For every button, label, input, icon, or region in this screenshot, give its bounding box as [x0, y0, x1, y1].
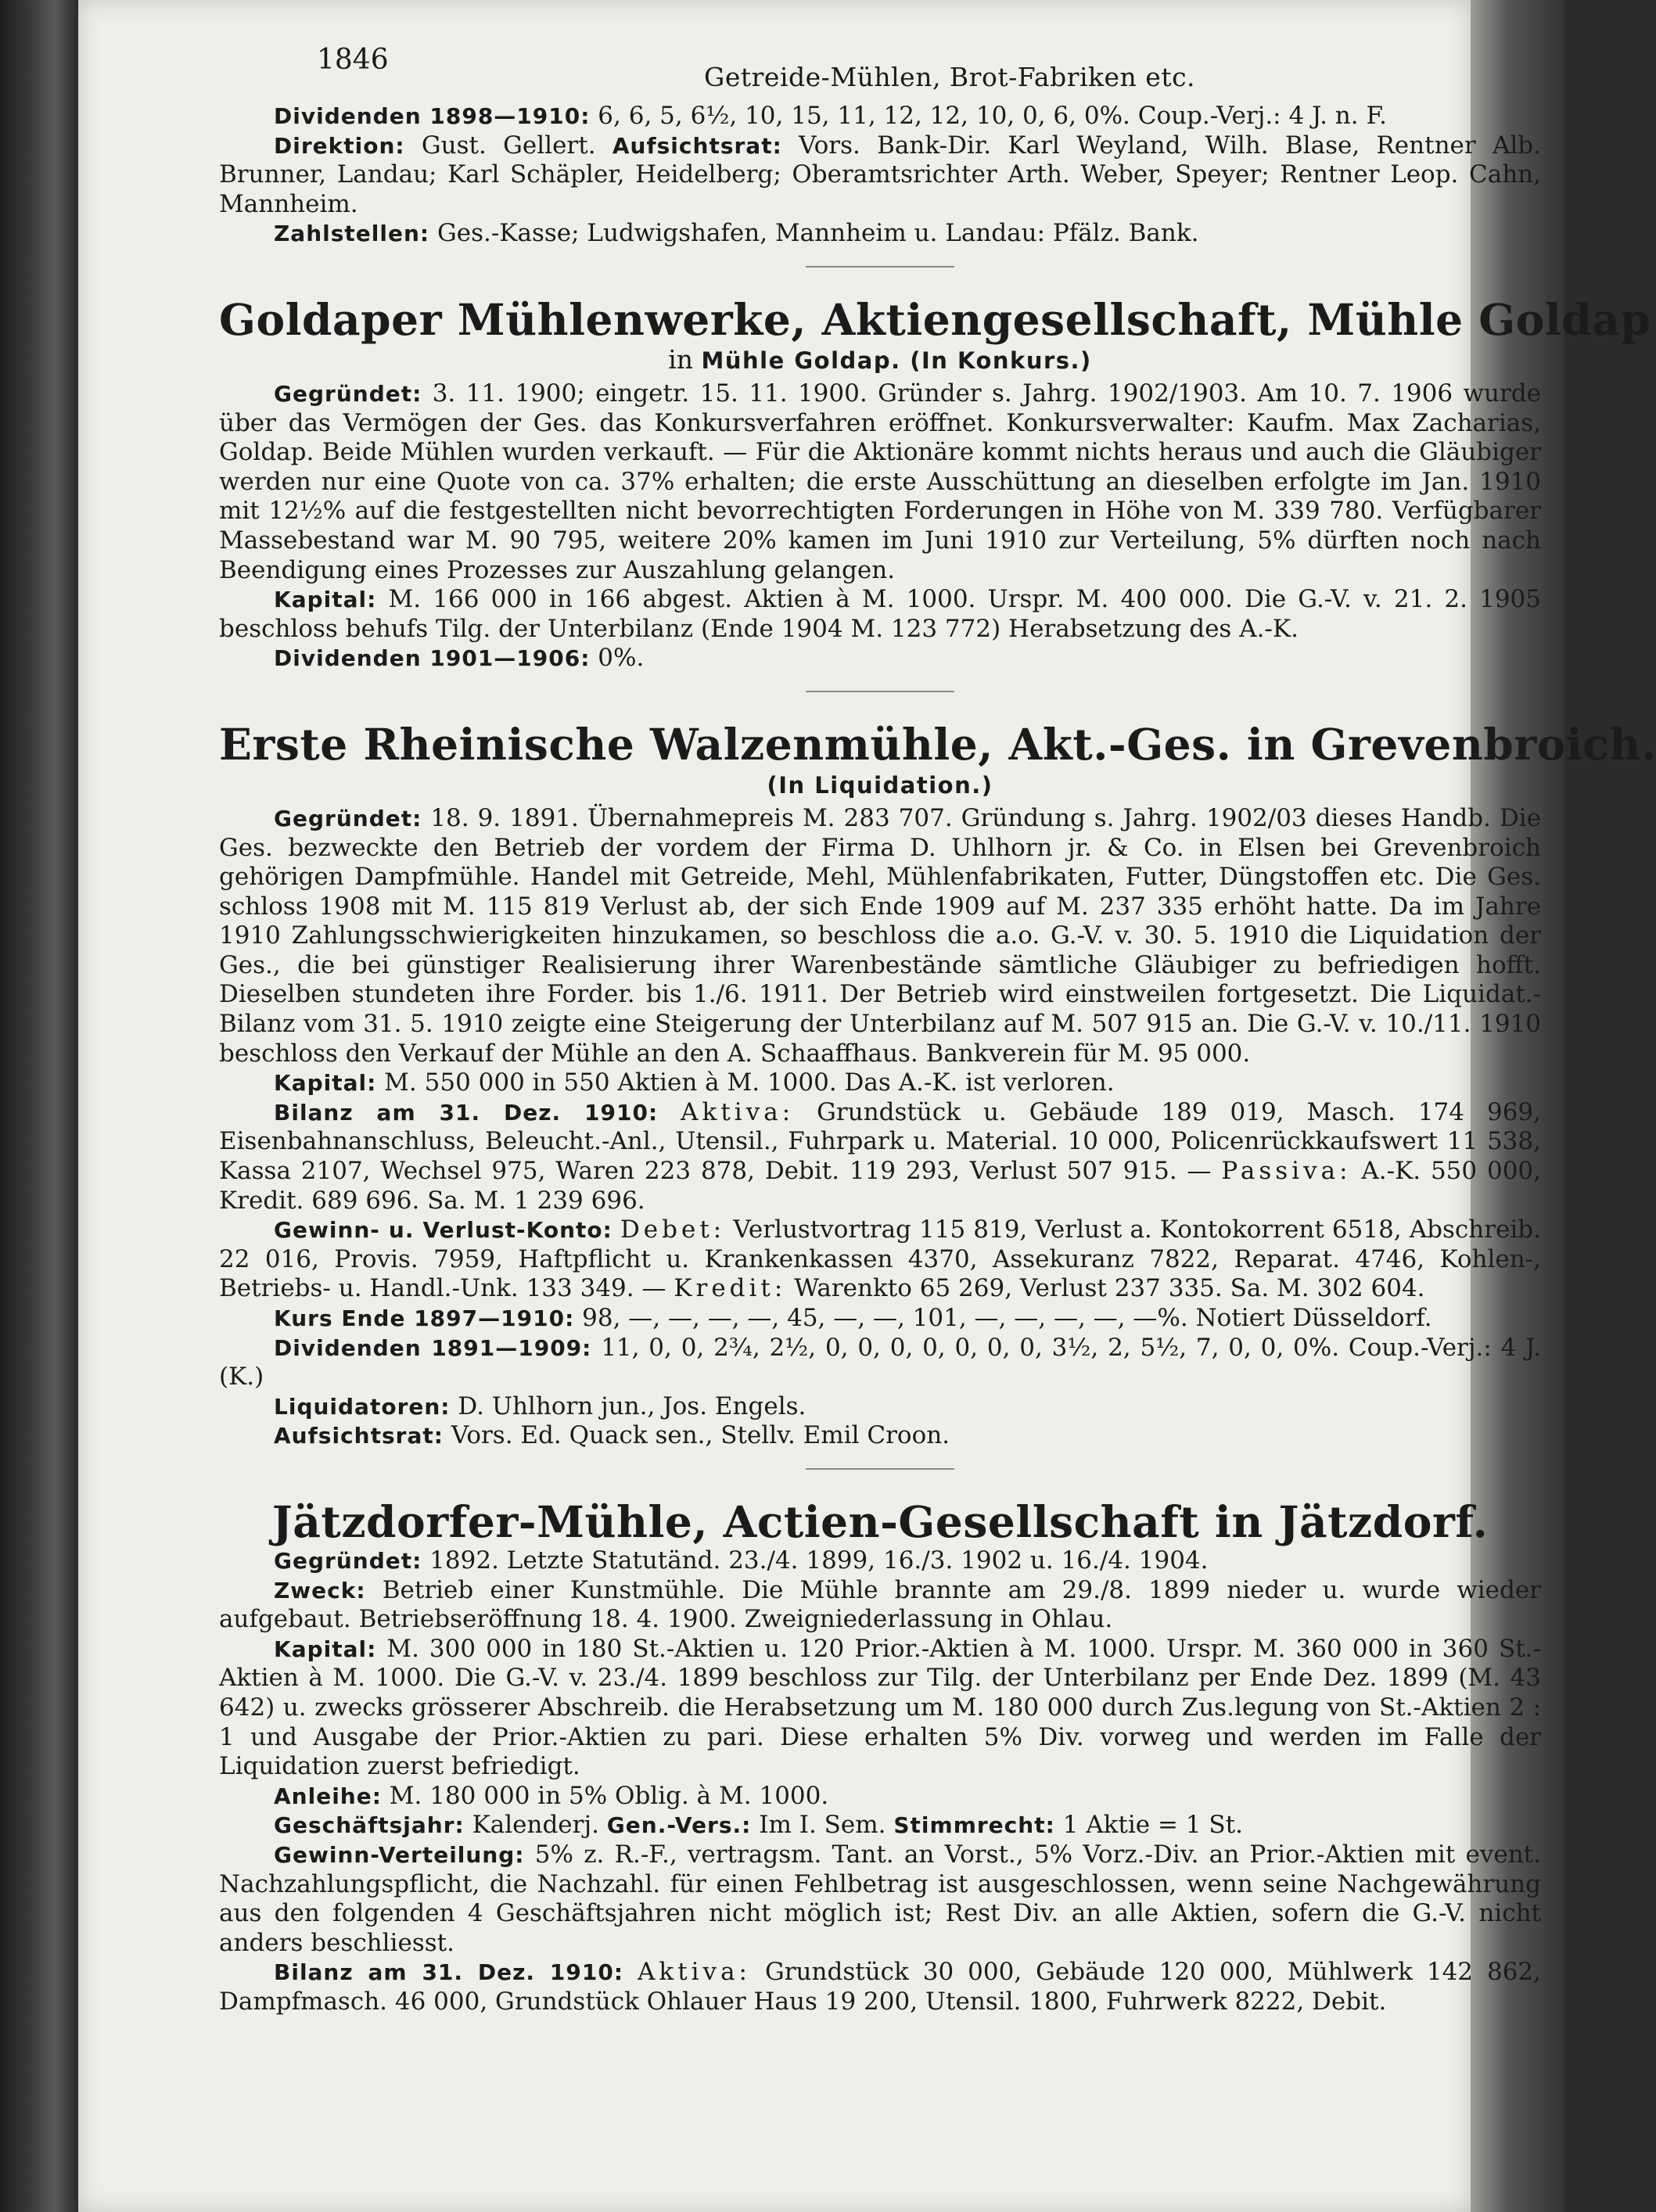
entry-title: Goldaper Mühlenwerke, Aktiengesellschaft, Mühle Goldap [219, 293, 1651, 345]
subtitle-bold: (In Liquidation.) [767, 771, 993, 799]
dividenden-paragraph [219, 1334, 1541, 1392]
label: Bilanz am 31. Dez. 1910: [274, 1959, 624, 1986]
text: M. 166 000 in 166 abgest. Aktien à M. 1000. Urspr. M. 400 000. Die G.-V. v. 21. 2. 1905 beschloss behufs Tilg. der Unterbilanz (Ende 1904 M. 123 772) Herabsetzung des A.-K. [219, 585, 1541, 643]
subtitle-bold: Mühle Goldap. (In Konkurs.) [701, 347, 1092, 374]
text: 98, —, —, —, —, 45, —, —, 101, —, —, —, —, —%. Notiert Düsseldorf. [582, 1304, 1432, 1332]
gewinn-paragraph [219, 1840, 1541, 1958]
entry-erste-rheinische [219, 718, 1656, 1451]
prev-dividenden [219, 102, 1541, 131]
text: 0%. [598, 644, 645, 673]
entry-subtitle [219, 344, 1541, 376]
text: A.-K. 550 000, Kredit. 689 696. Sa. M. 1 239 696. [219, 1157, 1541, 1215]
label: Gegründet: [274, 380, 422, 407]
kapital-paragraph [219, 1068, 1541, 1098]
book-binding [0, 0, 78, 2212]
label: Dividenden 1901—1906: [274, 645, 591, 672]
book-page [78, 0, 1656, 2212]
bilanz-paragraph [219, 1958, 1541, 2016]
aktiva-label: Aktiva: [681, 1097, 795, 1126]
passiva-label: Passiva: [1221, 1157, 1352, 1186]
label: Gegründet: [274, 1547, 422, 1574]
label: Aufsichtsrat: [274, 1423, 444, 1449]
text: 3. 11. 1900; eingetr. 15. 11. 1900. Gründer s. Jahrg. 1902/1903. Am 10. 7. 1906 wurde über das Vermögen der Ges. das Konkursverfahren eröffnet. Konkursverwalter: Kaufm. Max Zacharias, Goldap. Beide Mühlen wurden verkauft. — Für die Aktionäre kommt nichts heraus und auch die Gläubiger werden nur eine Quote von ca. 37% erhalten; die erste Ausschüttung an dieselben erfolgte im Jan. 1910 mit 12½% auf die festgestellten nicht bevorrechtigten Forderungen in Höhe von M. 339 780. Verfügbarer Massebestand war M. 90 795, weitere 20% kamen im Juni 1910 zur Verteilung, 5% dürften noch nach Beendigung eines Prozesses zur Auszahlung gelangen. [219, 379, 1541, 584]
label: Geschäftsjahr: [274, 1812, 465, 1839]
kapital-paragraph [219, 585, 1541, 644]
page-content [219, 0, 1656, 2016]
prev-direktion-aufsichtsrat [219, 131, 1541, 220]
running-head: Getreide-Mühlen, Brot-Fabriken etc. [704, 62, 1196, 92]
kredit-label: Kredit: [674, 1274, 787, 1303]
page-number: 1846 [317, 44, 389, 76]
label: Direktion: [274, 132, 405, 159]
text: Vors. Bank-Dir. Karl Weyland, Wilh. Blase, Rentner Alb. Brunner, Landau; Karl Schäpler, Heidelberg; Oberamtsrichter Arth. Weber, Speyer; Rentner Leop. Cahn, Mannheim. [219, 131, 1541, 218]
section-divider [806, 266, 954, 268]
text: Betrieb einer Kunstmühle. Die Mühle brannte am 29./8. 1899 nieder u. wurde wieder aufgebaut. Betriebseröffnung 18. 4. 1900. Zweigniederlassung in Ohlau. [219, 1575, 1541, 1634]
label: Zweck: [274, 1577, 366, 1603]
dividenden-paragraph [219, 644, 1541, 673]
label: Aufsichtsrat: [612, 132, 782, 159]
text: Gust. Gellert. [421, 131, 596, 160]
label: Gen.-Vers.: [606, 1812, 752, 1839]
label: Kapital: [274, 587, 377, 613]
kapital-paragraph [219, 1635, 1541, 1782]
section-divider [806, 1468, 954, 1470]
entry-jaetzdorfer [219, 1498, 1541, 2017]
label: Dividenden 1891—1909: [274, 1334, 592, 1361]
label: Gewinn-Verteilung: [274, 1841, 525, 1868]
text: 1892. Letzte Statutänd. 23./4. 1899, 16./3. 1902 u. 16./4. 1904. [429, 1546, 1209, 1575]
entry-title: Erste Rheinische Walzenmühle, Akt.-Ges. in Grevenbroich. [219, 718, 1656, 770]
geschaeftsjahr-paragraph [219, 1811, 1541, 1840]
kurs-paragraph [219, 1304, 1541, 1334]
entry-subtitle [219, 769, 1541, 801]
guv-paragraph [219, 1216, 1541, 1304]
label: Bilanz am 31. Dez. 1910: [274, 1099, 659, 1126]
text: Warenkto 65 269, Verlust 237 335. Sa. M. 302 604. [794, 1274, 1425, 1303]
previous-entry [219, 102, 1541, 249]
text: Grundstück 30 000, Gebäude 120 000, Mühlwerk 142 862, Dampfmasch. 46 000, Grundstück Ohlauer Haus 19 200, Utensil. 1800, Fuhrwerk 8222, Debit. [219, 1958, 1542, 2016]
text: Ges.-Kasse; Ludwigshafen, Mannheim u. Landau: Pfälz. Bank. [436, 219, 1199, 248]
label: Liquidatoren: [274, 1393, 451, 1420]
label: Anleihe: [274, 1783, 382, 1809]
zweck-paragraph [219, 1576, 1541, 1635]
text: M. 300 000 in 180 St.-Aktien u. 120 Prior.-Aktien à M. 1000. Urspr. M. 360 000 in 360 St.-Aktien à M. 1000. Die G.-V. v. 23./4. 1899 beschloss zur Tilg. der Unterbilanz per Ende Dez. 1899 (M. 43 642) u. zwecks grösserer Abschreib. die Herabsetzung um M. 180 000 durch Zus.legung von St.-Aktien 2 : 1 und Ausgabe der Prior.-Aktien zu pari. Diese erhalten 5% Div. vorweg und werden im Falle der Liquidation zuerst befriedigt. [219, 1634, 1541, 1781]
label: Gegründet: [274, 805, 422, 831]
text: D. Uhlhorn jun., Jos. Engels. [458, 1391, 806, 1420]
section-divider [806, 691, 954, 692]
gegruendet-paragraph [219, 379, 1541, 585]
text: 11, 0, 0, 2¾, 2½, 0, 0, 0, 0, 0, 0, 0, 3½, 2, 5½, 7, 0, 0, 0%. Coup.-Verj.: 4 J. (K.) [219, 1333, 1541, 1391]
debet-label: Debet: [620, 1216, 726, 1244]
text: Im I. Sem. [759, 1811, 886, 1840]
gegruendet-paragraph [219, 804, 1541, 1068]
anleihe-paragraph [219, 1782, 1541, 1812]
label: Stimmrecht: [893, 1812, 1055, 1839]
text: 6, 6, 5, 6½, 10, 15, 11, 12, 12, 10, 0, 6, 0%. Coup.-Verj.: 4 J. n. F. [598, 102, 1387, 130]
entry-title: Jätzdorfer-Mühle, Actien-Gesellschaft in Jätzdorf. [271, 1496, 1489, 1547]
label: Kapital: [274, 1636, 377, 1662]
gegruendet-paragraph [219, 1546, 1541, 1576]
label: Kapital: [274, 1070, 377, 1097]
label: Gewinn- u. Verlust-Konto: [274, 1217, 612, 1244]
entry-goldaper [219, 293, 1651, 673]
aufsichtsrat-paragraph [219, 1421, 1541, 1451]
bilanz-paragraph [219, 1098, 1541, 1216]
text: 5% z. R.-F., vertragsm. Tant. an Vorst., 5% Vorz.-Div. an Prior.-Aktien mit event. Nachzahlungspflicht, die Nachzahl. für einen Fehlbetrag ist ausgeschlossen, wenn seine Nachgewährung aus den folgenden 4 Geschäftsjahren nicht möglich ist; Rest Div. an alle Aktien, sofern die G.-V. nicht anders beschliesst. [219, 1840, 1541, 1957]
text: Verlustvortrag 115 819, Verlust a. Kontokorrent 6518, Abschreib. 22 016, Provis. 7959, Haftpflicht u. Krankenkassen 4370, Assekuranz 7822, Reparat. 4746, Kohlen-, Betriebs- u. Handl.-Unk. 133 349. — [219, 1216, 1542, 1303]
page-header [219, 0, 1541, 102]
subtitle-prefix: in [668, 343, 693, 375]
text: 18. 9. 1891. Übernahmepreis M. 283 707. Gründung s. Jahrg. 1902/03 dieses Handb. Die Ges. bezweckte den Betrieb der vordem der Firma D. Uhlhorn jr. & Co. in Elsen bei Grevenbroich gehörigen Dampfmühle. Handel mit Getreide, Mehl, Mühlenfabrikaten, Futter, Düngstoffen etc. Die Ges. schloss 1908 mit M. 115 819 Verlust ab, der sich Ende 1909 auf M. 237 335 erhöht hatte. Da im Jahre 1910 Zahlungsschwierigkeiten hinzukamen, so beschloss die a.o. G.-V. v. 30. 5. 1910 die Liquidation der Ges., die bei günstiger Realisierung ihrer Warenbestände sämtliche Gläubiger zu befriedigen hofft. Dieselben stundeten ihre Forder. bis 1./6. 1911. Der Betrieb wird einstweilen fortgesetzt. Die Liquidat.-Bilanz vom 31. 5. 1910 zeigte eine Steigerung der Unterbilanz auf M. 507 915 an. Die G.-V. v. 10./11. 1910 beschloss den Verkauf der Mühle an den A. Schaaffhaus. Bankverein für M. 95 000. [219, 803, 1541, 1068]
label: Dividenden 1898—1910: [274, 103, 591, 129]
text: 1 Aktie = 1 St. [1062, 1811, 1243, 1840]
text: Grundstück u. Gebäude 189 019, Masch. 174 969, Eisenbahnanschluss, Beleucht.-Anl., Utensil., Fuhrpark u. Material. 10 000, Policenrückkaufswert 11 538, Kassa 2107, Wechsel 975, Waren 223 878, Debit. 119 293, Verlust 507 915. — [219, 1097, 1541, 1186]
text: M. 180 000 in 5% Oblig. à M. 1000. [389, 1781, 829, 1810]
text: Vors. Ed. Quack sen., Stellv. Emil Croon. [451, 1421, 950, 1450]
aktiva-label: Aktiva: [638, 1958, 751, 1987]
text: M. 550 000 in 550 Aktien à M. 1000. Das A.-K. ist verloren. [384, 1068, 1115, 1097]
prev-zahlstellen [219, 219, 1541, 249]
liquidatoren-paragraph [219, 1392, 1541, 1422]
label: Kurs Ende 1897—1910: [274, 1305, 575, 1331]
label: Zahlstellen: [274, 221, 430, 247]
text: Kalenderj. [472, 1811, 599, 1840]
